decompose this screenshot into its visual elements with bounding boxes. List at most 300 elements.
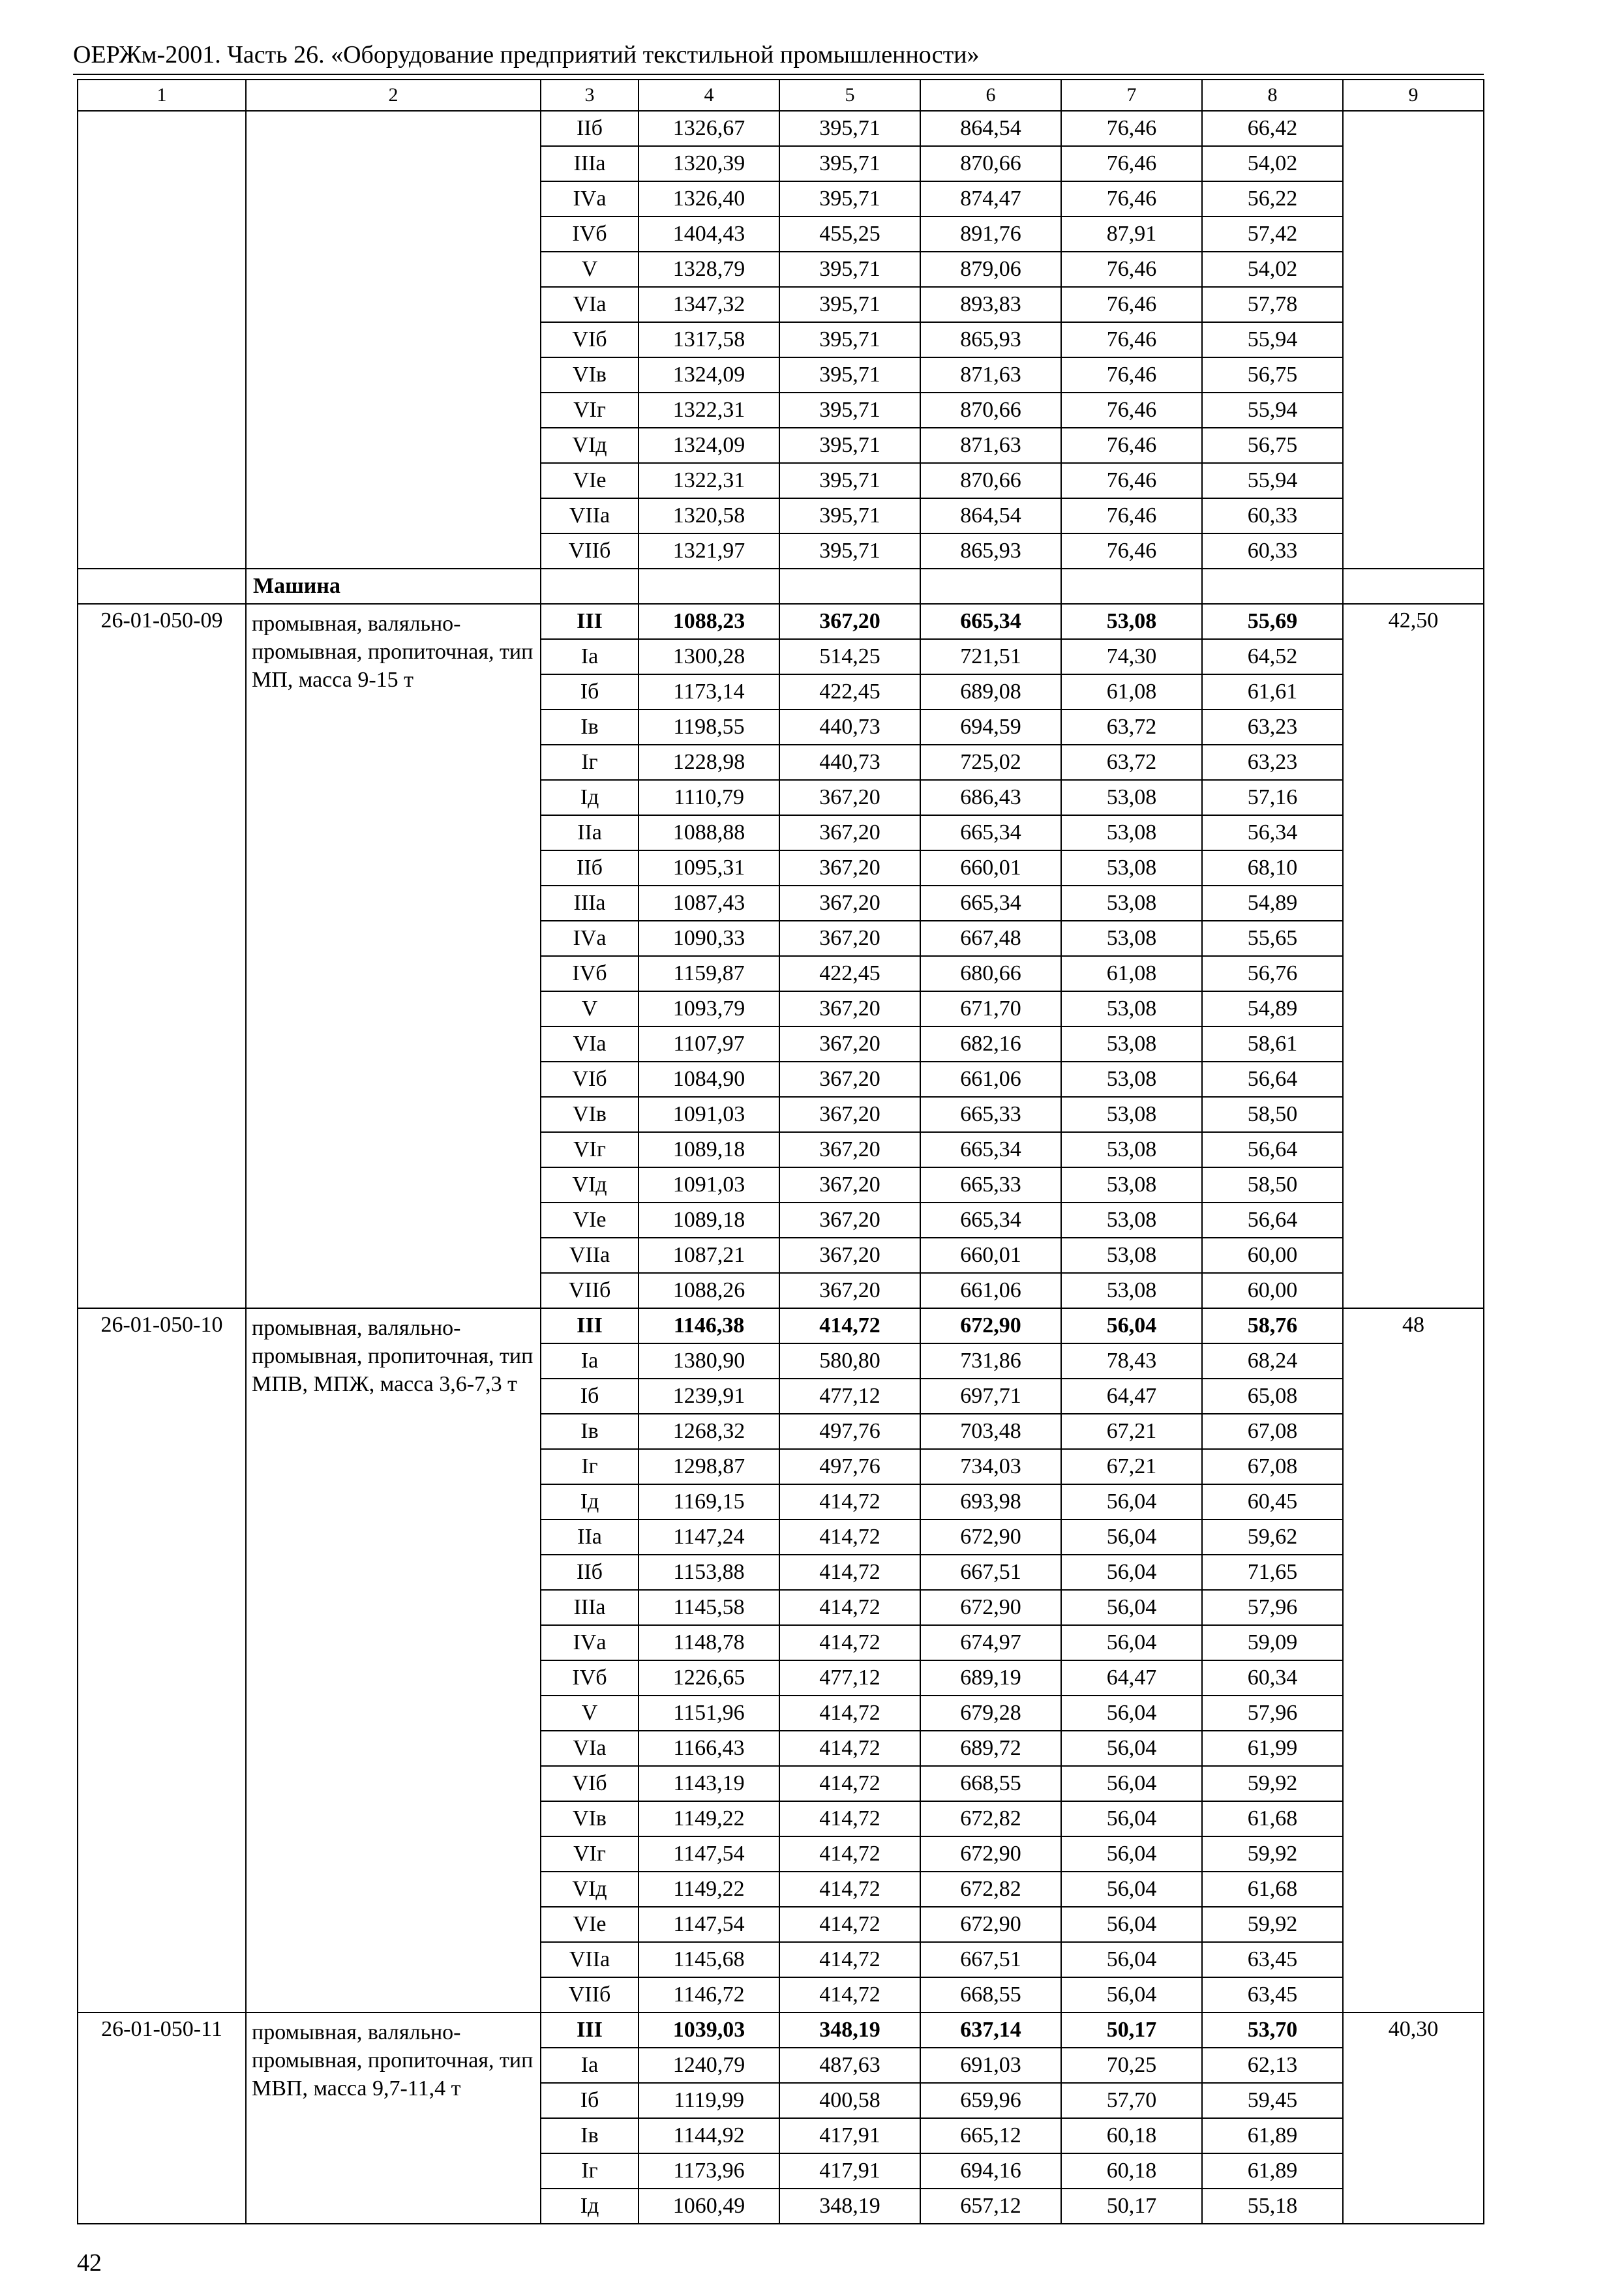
wages-cell: 395,71 <box>779 463 920 498</box>
total-cost-cell: 1169,15 <box>639 1484 779 1519</box>
wages-cell: 367,20 <box>779 1097 920 1132</box>
machine-cost-cell: 689,08 <box>920 674 1061 710</box>
materials-cell: 56,75 <box>1202 428 1343 463</box>
materials-cell: 60,33 <box>1202 498 1343 533</box>
quality-index-cell: VIа <box>541 1026 639 1062</box>
quality-index-cell: IIа <box>541 1519 639 1555</box>
wages-cell: 414,72 <box>779 1766 920 1801</box>
quality-index-cell: VIIа <box>541 498 639 533</box>
section-empty-cell <box>541 569 639 604</box>
machine-cost-cell: 657,12 <box>920 2189 1061 2224</box>
quality-index-cell: IIIа <box>541 146 639 181</box>
section-code-empty <box>78 569 246 604</box>
column-number: 7 <box>1061 80 1202 111</box>
machine-cost-cell: 672,82 <box>920 1801 1061 1836</box>
section-empty-cell <box>639 569 779 604</box>
section-empty-cell <box>1343 569 1484 604</box>
quality-index-cell: VIIа <box>541 1238 639 1273</box>
total-cost-cell: 1119,99 <box>639 2083 779 2118</box>
quality-index-cell: VIIа <box>541 1942 639 1977</box>
quality-index-cell: IVб <box>541 1660 639 1696</box>
wages-cell: 395,71 <box>779 498 920 533</box>
wages-cell: 477,12 <box>779 1660 920 1696</box>
item-description: промывная, валяльно-промывная, пропиточная, тип МП, масса 9-15 т <box>246 604 541 1308</box>
wages-cell: 514,25 <box>779 639 920 674</box>
machinist-wages-cell: 76,46 <box>1061 428 1202 463</box>
quality-index-cell: IIа <box>541 815 639 850</box>
machine-cost-cell: 689,72 <box>920 1731 1061 1766</box>
machine-cost-cell: 864,54 <box>920 498 1061 533</box>
machinist-wages-cell: 56,04 <box>1061 1907 1202 1942</box>
wages-cell: 395,71 <box>779 252 920 287</box>
materials-cell: 59,92 <box>1202 1766 1343 1801</box>
quality-index-cell: VIб <box>541 1766 639 1801</box>
quality-index-cell: Iд <box>541 1484 639 1519</box>
machine-cost-cell: 672,90 <box>920 1590 1061 1625</box>
wages-cell: 348,19 <box>779 2012 920 2048</box>
wages-cell: 414,72 <box>779 1308 920 1343</box>
materials-cell: 56,22 <box>1202 181 1343 217</box>
machinist-wages-cell: 53,08 <box>1061 886 1202 921</box>
quality-index-cell: VIа <box>541 1731 639 1766</box>
machinist-wages-cell: 67,21 <box>1061 1414 1202 1449</box>
machine-cost-cell: 665,34 <box>920 886 1061 921</box>
total-cost-cell: 1091,03 <box>639 1097 779 1132</box>
machinist-wages-cell: 53,08 <box>1061 1203 1202 1238</box>
total-cost-cell: 1087,43 <box>639 886 779 921</box>
quality-index-cell: VIIб <box>541 1273 639 1308</box>
wages-cell: 497,76 <box>779 1414 920 1449</box>
machinist-wages-cell: 53,08 <box>1061 1097 1202 1132</box>
machinist-wages-cell: 76,46 <box>1061 498 1202 533</box>
total-cost-cell: 1404,43 <box>639 217 779 252</box>
quality-index-cell: VIб <box>541 1062 639 1097</box>
machinist-wages-cell: 53,08 <box>1061 1062 1202 1097</box>
total-cost-cell: 1089,18 <box>639 1132 779 1167</box>
machinist-wages-cell: 50,17 <box>1061 2189 1202 2224</box>
materials-cell: 56,64 <box>1202 1203 1343 1238</box>
quality-index-cell: Iа <box>541 639 639 674</box>
item-description: промывная, валяльно-промывная, пропиточная, тип МВП, масса 9,7-11,4 т <box>246 2012 541 2224</box>
wages-cell: 400,58 <box>779 2083 920 2118</box>
machinist-wages-cell: 78,43 <box>1061 1343 1202 1379</box>
machinist-wages-cell: 76,46 <box>1061 393 1202 428</box>
quality-index-cell: VIд <box>541 1167 639 1203</box>
total-cost-cell: 1198,55 <box>639 710 779 745</box>
wages-cell: 367,20 <box>779 1132 920 1167</box>
machine-cost-cell: 665,34 <box>920 1132 1061 1167</box>
machine-cost-cell: 725,02 <box>920 745 1061 780</box>
section-empty-cell <box>1061 569 1202 604</box>
quality-index-cell: Iд <box>541 2189 639 2224</box>
quality-index-cell: VIб <box>541 322 639 357</box>
quality-index-cell: VIг <box>541 1836 639 1872</box>
total-cost-cell: 1145,58 <box>639 1590 779 1625</box>
quality-index-cell: VIд <box>541 428 639 463</box>
section-empty-cell <box>779 569 920 604</box>
machine-cost-cell: 870,66 <box>920 393 1061 428</box>
materials-cell: 67,08 <box>1202 1414 1343 1449</box>
wages-cell: 414,72 <box>779 1731 920 1766</box>
machinist-wages-cell: 50,17 <box>1061 2012 1202 2048</box>
quality-index-cell: Iб <box>541 674 639 710</box>
labor-cell-empty <box>1343 111 1484 569</box>
quality-index-cell: VIIб <box>541 533 639 569</box>
materials-cell: 60,00 <box>1202 1273 1343 1308</box>
materials-cell: 61,89 <box>1202 2118 1343 2153</box>
machine-cost-cell: 659,96 <box>920 2083 1061 2118</box>
machine-cost-cell: 661,06 <box>920 1062 1061 1097</box>
quality-index-cell: Iб <box>541 2083 639 2118</box>
wages-cell: 414,72 <box>779 1484 920 1519</box>
machine-cost-cell: 694,16 <box>920 2153 1061 2189</box>
materials-cell: 55,94 <box>1202 322 1343 357</box>
quality-index-cell: VIв <box>541 1801 639 1836</box>
table-row <box>78 111 1484 146</box>
wages-cell: 422,45 <box>779 956 920 991</box>
machinist-wages-cell: 76,46 <box>1061 287 1202 322</box>
table-body <box>78 80 1484 2224</box>
quality-index-cell: IIIа <box>541 886 639 921</box>
total-cost-cell: 1060,49 <box>639 2189 779 2224</box>
materials-cell: 56,34 <box>1202 815 1343 850</box>
total-cost-cell: 1380,90 <box>639 1343 779 1379</box>
quality-index-cell: III <box>541 604 639 639</box>
section-empty-cell <box>1202 569 1343 604</box>
materials-cell: 63,23 <box>1202 710 1343 745</box>
wages-cell: 367,20 <box>779 1026 920 1062</box>
section-row <box>78 569 1484 604</box>
total-cost-cell: 1324,09 <box>639 357 779 393</box>
materials-cell: 56,64 <box>1202 1132 1343 1167</box>
column-number: 8 <box>1202 80 1343 111</box>
machine-cost-cell: 865,93 <box>920 322 1061 357</box>
machine-cost-cell: 637,14 <box>920 2012 1061 2048</box>
column-number: 4 <box>639 80 779 111</box>
machinist-wages-cell: 56,04 <box>1061 1625 1202 1660</box>
materials-cell: 55,18 <box>1202 2189 1343 2224</box>
materials-cell: 53,70 <box>1202 2012 1343 2048</box>
quality-index-cell: VIв <box>541 357 639 393</box>
materials-cell: 61,89 <box>1202 2153 1343 2189</box>
machine-cost-cell: 734,03 <box>920 1449 1061 1484</box>
quality-index-cell: IVа <box>541 181 639 217</box>
table-row <box>78 1308 1484 1343</box>
total-cost-cell: 1322,31 <box>639 463 779 498</box>
machinist-wages-cell: 76,46 <box>1061 322 1202 357</box>
wages-cell: 414,72 <box>779 1590 920 1625</box>
wages-cell: 414,72 <box>779 1696 920 1731</box>
materials-cell: 71,65 <box>1202 1555 1343 1590</box>
quality-index-cell: VIв <box>541 1097 639 1132</box>
materials-cell: 57,96 <box>1202 1590 1343 1625</box>
column-number: 3 <box>541 80 639 111</box>
table-row <box>78 2012 1484 2048</box>
materials-cell: 56,64 <box>1202 1062 1343 1097</box>
quality-index-cell: IVа <box>541 1625 639 1660</box>
machine-cost-cell: 691,03 <box>920 2048 1061 2083</box>
materials-cell: 65,08 <box>1202 1379 1343 1414</box>
quality-index-cell: IVа <box>541 921 639 956</box>
materials-cell: 68,10 <box>1202 850 1343 886</box>
total-cost-cell: 1087,21 <box>639 1238 779 1273</box>
machinist-wages-cell: 56,04 <box>1061 1308 1202 1343</box>
total-cost-cell: 1320,58 <box>639 498 779 533</box>
wages-cell: 414,72 <box>779 1555 920 1590</box>
machine-cost-cell: 870,66 <box>920 146 1061 181</box>
machinist-wages-cell: 53,08 <box>1061 604 1202 639</box>
machinist-wages-cell: 76,46 <box>1061 463 1202 498</box>
wages-cell: 367,20 <box>779 1167 920 1203</box>
machinist-wages-cell: 53,08 <box>1061 1167 1202 1203</box>
materials-cell: 54,02 <box>1202 252 1343 287</box>
quality-index-cell: IVб <box>541 956 639 991</box>
wages-cell: 414,72 <box>779 1907 920 1942</box>
wages-cell: 395,71 <box>779 111 920 146</box>
machine-cost-cell: 672,90 <box>920 1907 1061 1942</box>
materials-cell: 66,42 <box>1202 111 1343 146</box>
quality-index-cell: Iв <box>541 2118 639 2153</box>
column-number: 5 <box>779 80 920 111</box>
materials-cell: 60,33 <box>1202 533 1343 569</box>
machine-cost-cell: 667,51 <box>920 1942 1061 1977</box>
total-cost-cell: 1317,58 <box>639 322 779 357</box>
materials-cell: 57,78 <box>1202 287 1343 322</box>
machinist-wages-cell: 76,46 <box>1061 252 1202 287</box>
machinist-wages-cell: 56,04 <box>1061 1519 1202 1555</box>
total-cost-cell: 1146,38 <box>639 1308 779 1343</box>
machine-cost-cell: 680,66 <box>920 956 1061 991</box>
machine-cost-cell: 660,01 <box>920 1238 1061 1273</box>
materials-cell: 68,24 <box>1202 1343 1343 1379</box>
machinist-wages-cell: 63,72 <box>1061 745 1202 780</box>
wages-cell: 395,71 <box>779 428 920 463</box>
materials-cell: 58,76 <box>1202 1308 1343 1343</box>
machinist-wages-cell: 56,04 <box>1061 1977 1202 2012</box>
total-cost-cell: 1088,23 <box>639 604 779 639</box>
machinist-wages-cell: 56,04 <box>1061 1942 1202 1977</box>
machinist-wages-cell: 64,47 <box>1061 1660 1202 1696</box>
machine-cost-cell: 697,71 <box>920 1379 1061 1414</box>
column-number: 9 <box>1343 80 1484 111</box>
item-code: 26-01-050-11 <box>78 2012 246 2224</box>
machine-cost-cell: 686,43 <box>920 780 1061 815</box>
machine-cost-cell: 672,82 <box>920 1872 1061 1907</box>
machine-cost-cell: 660,01 <box>920 850 1061 886</box>
machine-cost-cell: 661,06 <box>920 1273 1061 1308</box>
table-row <box>78 604 1484 639</box>
quality-index-cell: Iг <box>541 1449 639 1484</box>
total-cost-cell: 1147,24 <box>639 1519 779 1555</box>
machinist-wages-cell: 76,46 <box>1061 357 1202 393</box>
total-cost-cell: 1153,88 <box>639 1555 779 1590</box>
total-cost-cell: 1298,87 <box>639 1449 779 1484</box>
section-title: Машина <box>246 569 541 604</box>
machine-cost-cell: 864,54 <box>920 111 1061 146</box>
materials-cell: 64,52 <box>1202 639 1343 674</box>
machinist-wages-cell: 53,08 <box>1061 815 1202 850</box>
item-code: 26-01-050-10 <box>78 1308 246 2012</box>
machine-cost-cell: 689,19 <box>920 1660 1061 1696</box>
machine-cost-cell: 674,97 <box>920 1625 1061 1660</box>
materials-cell: 56,76 <box>1202 956 1343 991</box>
quality-index-cell: Iг <box>541 2153 639 2189</box>
materials-cell: 63,23 <box>1202 745 1343 780</box>
materials-cell: 58,50 <box>1202 1167 1343 1203</box>
quality-index-cell: Iд <box>541 780 639 815</box>
materials-cell: 61,99 <box>1202 1731 1343 1766</box>
materials-cell: 56,75 <box>1202 357 1343 393</box>
materials-cell: 54,89 <box>1202 991 1343 1026</box>
section-empty-cell <box>920 569 1061 604</box>
machinist-wages-cell: 56,04 <box>1061 1766 1202 1801</box>
total-cost-cell: 1145,68 <box>639 1942 779 1977</box>
total-cost-cell: 1146,72 <box>639 1977 779 2012</box>
machinist-wages-cell: 70,25 <box>1061 2048 1202 2083</box>
machine-cost-cell: 665,34 <box>920 1203 1061 1238</box>
machinist-wages-cell: 53,08 <box>1061 1132 1202 1167</box>
materials-cell: 67,08 <box>1202 1449 1343 1484</box>
machinist-wages-cell: 53,08 <box>1061 780 1202 815</box>
quality-index-cell: Iа <box>541 1343 639 1379</box>
wages-cell: 414,72 <box>779 1519 920 1555</box>
total-cost-cell: 1228,98 <box>639 745 779 780</box>
total-cost-cell: 1328,79 <box>639 252 779 287</box>
total-cost-cell: 1088,88 <box>639 815 779 850</box>
wages-cell: 367,20 <box>779 886 920 921</box>
machine-cost-cell: 891,76 <box>920 217 1061 252</box>
column-number-row <box>78 80 1484 111</box>
materials-cell: 59,45 <box>1202 2083 1343 2118</box>
wages-cell: 367,20 <box>779 921 920 956</box>
machinist-wages-cell: 53,08 <box>1061 921 1202 956</box>
total-cost-cell: 1226,65 <box>639 1660 779 1696</box>
machine-cost-cell: 665,12 <box>920 2118 1061 2153</box>
machinist-wages-cell: 56,04 <box>1061 1555 1202 1590</box>
total-cost-cell: 1326,40 <box>639 181 779 217</box>
total-cost-cell: 1095,31 <box>639 850 779 886</box>
wages-cell: 367,20 <box>779 604 920 639</box>
materials-cell: 59,92 <box>1202 1836 1343 1872</box>
wages-cell: 395,71 <box>779 393 920 428</box>
machine-cost-cell: 893,83 <box>920 287 1061 322</box>
total-cost-cell: 1107,97 <box>639 1026 779 1062</box>
materials-cell: 59,92 <box>1202 1907 1343 1942</box>
total-cost-cell: 1149,22 <box>639 1872 779 1907</box>
total-cost-cell: 1322,31 <box>639 393 779 428</box>
materials-cell: 62,13 <box>1202 2048 1343 2083</box>
total-cost-cell: 1144,92 <box>639 2118 779 2153</box>
quality-index-cell: Iв <box>541 1414 639 1449</box>
wages-cell: 580,80 <box>779 1343 920 1379</box>
machine-cost-cell: 679,28 <box>920 1696 1061 1731</box>
wages-cell: 417,91 <box>779 2153 920 2189</box>
page-number: 42 <box>77 2249 102 2277</box>
item-code: 26-01-050-09 <box>78 604 246 1308</box>
machinist-wages-cell: 76,46 <box>1061 181 1202 217</box>
column-number: 1 <box>78 80 246 111</box>
materials-cell: 54,89 <box>1202 886 1343 921</box>
total-cost-cell: 1173,14 <box>639 674 779 710</box>
quality-index-cell: Iг <box>541 745 639 780</box>
quality-index-cell: III <box>541 1308 639 1343</box>
machine-cost-cell: 672,90 <box>920 1519 1061 1555</box>
machinist-wages-cell: 53,08 <box>1061 1273 1202 1308</box>
wages-cell: 395,71 <box>779 357 920 393</box>
total-cost-cell: 1039,03 <box>639 2012 779 2048</box>
total-cost-cell: 1151,96 <box>639 1696 779 1731</box>
quality-index-cell: V <box>541 991 639 1026</box>
description-cell-empty <box>246 111 541 569</box>
machine-cost-cell: 871,63 <box>920 357 1061 393</box>
labor-cost-cell: 40,30 <box>1343 2012 1484 2224</box>
wages-cell: 440,73 <box>779 710 920 745</box>
item-description: промывная, валяльно-промывная, пропиточная, тип МПВ, МПЖ, масса 3,6-7,3 т <box>246 1308 541 2012</box>
wages-cell: 414,72 <box>779 1625 920 1660</box>
wages-cell: 367,20 <box>779 1273 920 1308</box>
wages-cell: 414,72 <box>779 1872 920 1907</box>
quality-index-cell: VIе <box>541 1203 639 1238</box>
quality-index-cell: IIб <box>541 111 639 146</box>
total-cost-cell: 1149,22 <box>639 1801 779 1836</box>
machinist-wages-cell: 56,04 <box>1061 1696 1202 1731</box>
materials-cell: 60,34 <box>1202 1660 1343 1696</box>
wages-cell: 417,91 <box>779 2118 920 2153</box>
total-cost-cell: 1159,87 <box>639 956 779 991</box>
price-table <box>77 79 1484 2224</box>
total-cost-cell: 1093,79 <box>639 991 779 1026</box>
total-cost-cell: 1091,03 <box>639 1167 779 1203</box>
materials-cell: 57,42 <box>1202 217 1343 252</box>
materials-cell: 61,68 <box>1202 1872 1343 1907</box>
labor-cost-cell: 48 <box>1343 1308 1484 2012</box>
machine-cost-cell: 865,93 <box>920 533 1061 569</box>
wages-cell: 367,20 <box>779 1238 920 1273</box>
total-cost-cell: 1143,19 <box>639 1766 779 1801</box>
wages-cell: 367,20 <box>779 815 920 850</box>
machinist-wages-cell: 61,08 <box>1061 956 1202 991</box>
wages-cell: 440,73 <box>779 745 920 780</box>
machinist-wages-cell: 56,04 <box>1061 1836 1202 1872</box>
machine-cost-cell: 721,51 <box>920 639 1061 674</box>
total-cost-cell: 1326,67 <box>639 111 779 146</box>
machinist-wages-cell: 56,04 <box>1061 1872 1202 1907</box>
machinist-wages-cell: 64,47 <box>1061 1379 1202 1414</box>
total-cost-cell: 1089,18 <box>639 1203 779 1238</box>
total-cost-cell: 1084,90 <box>639 1062 779 1097</box>
machine-cost-cell: 874,47 <box>920 181 1061 217</box>
machine-cost-cell: 665,34 <box>920 604 1061 639</box>
machinist-wages-cell: 74,30 <box>1061 639 1202 674</box>
wages-cell: 487,63 <box>779 2048 920 2083</box>
quality-index-cell: VIе <box>541 463 639 498</box>
total-cost-cell: 1268,32 <box>639 1414 779 1449</box>
wages-cell: 395,71 <box>779 533 920 569</box>
machine-cost-cell: 665,33 <box>920 1167 1061 1203</box>
machine-cost-cell: 668,55 <box>920 1766 1061 1801</box>
total-cost-cell: 1240,79 <box>639 2048 779 2083</box>
machinist-wages-cell: 57,70 <box>1061 2083 1202 2118</box>
wages-cell: 367,20 <box>779 780 920 815</box>
total-cost-cell: 1166,43 <box>639 1731 779 1766</box>
materials-cell: 55,65 <box>1202 921 1343 956</box>
machine-cost-cell: 667,48 <box>920 921 1061 956</box>
wages-cell: 477,12 <box>779 1379 920 1414</box>
machine-cost-cell: 693,98 <box>920 1484 1061 1519</box>
machinist-wages-cell: 56,04 <box>1061 1590 1202 1625</box>
materials-cell: 58,50 <box>1202 1097 1343 1132</box>
machinist-wages-cell: 56,04 <box>1061 1731 1202 1766</box>
